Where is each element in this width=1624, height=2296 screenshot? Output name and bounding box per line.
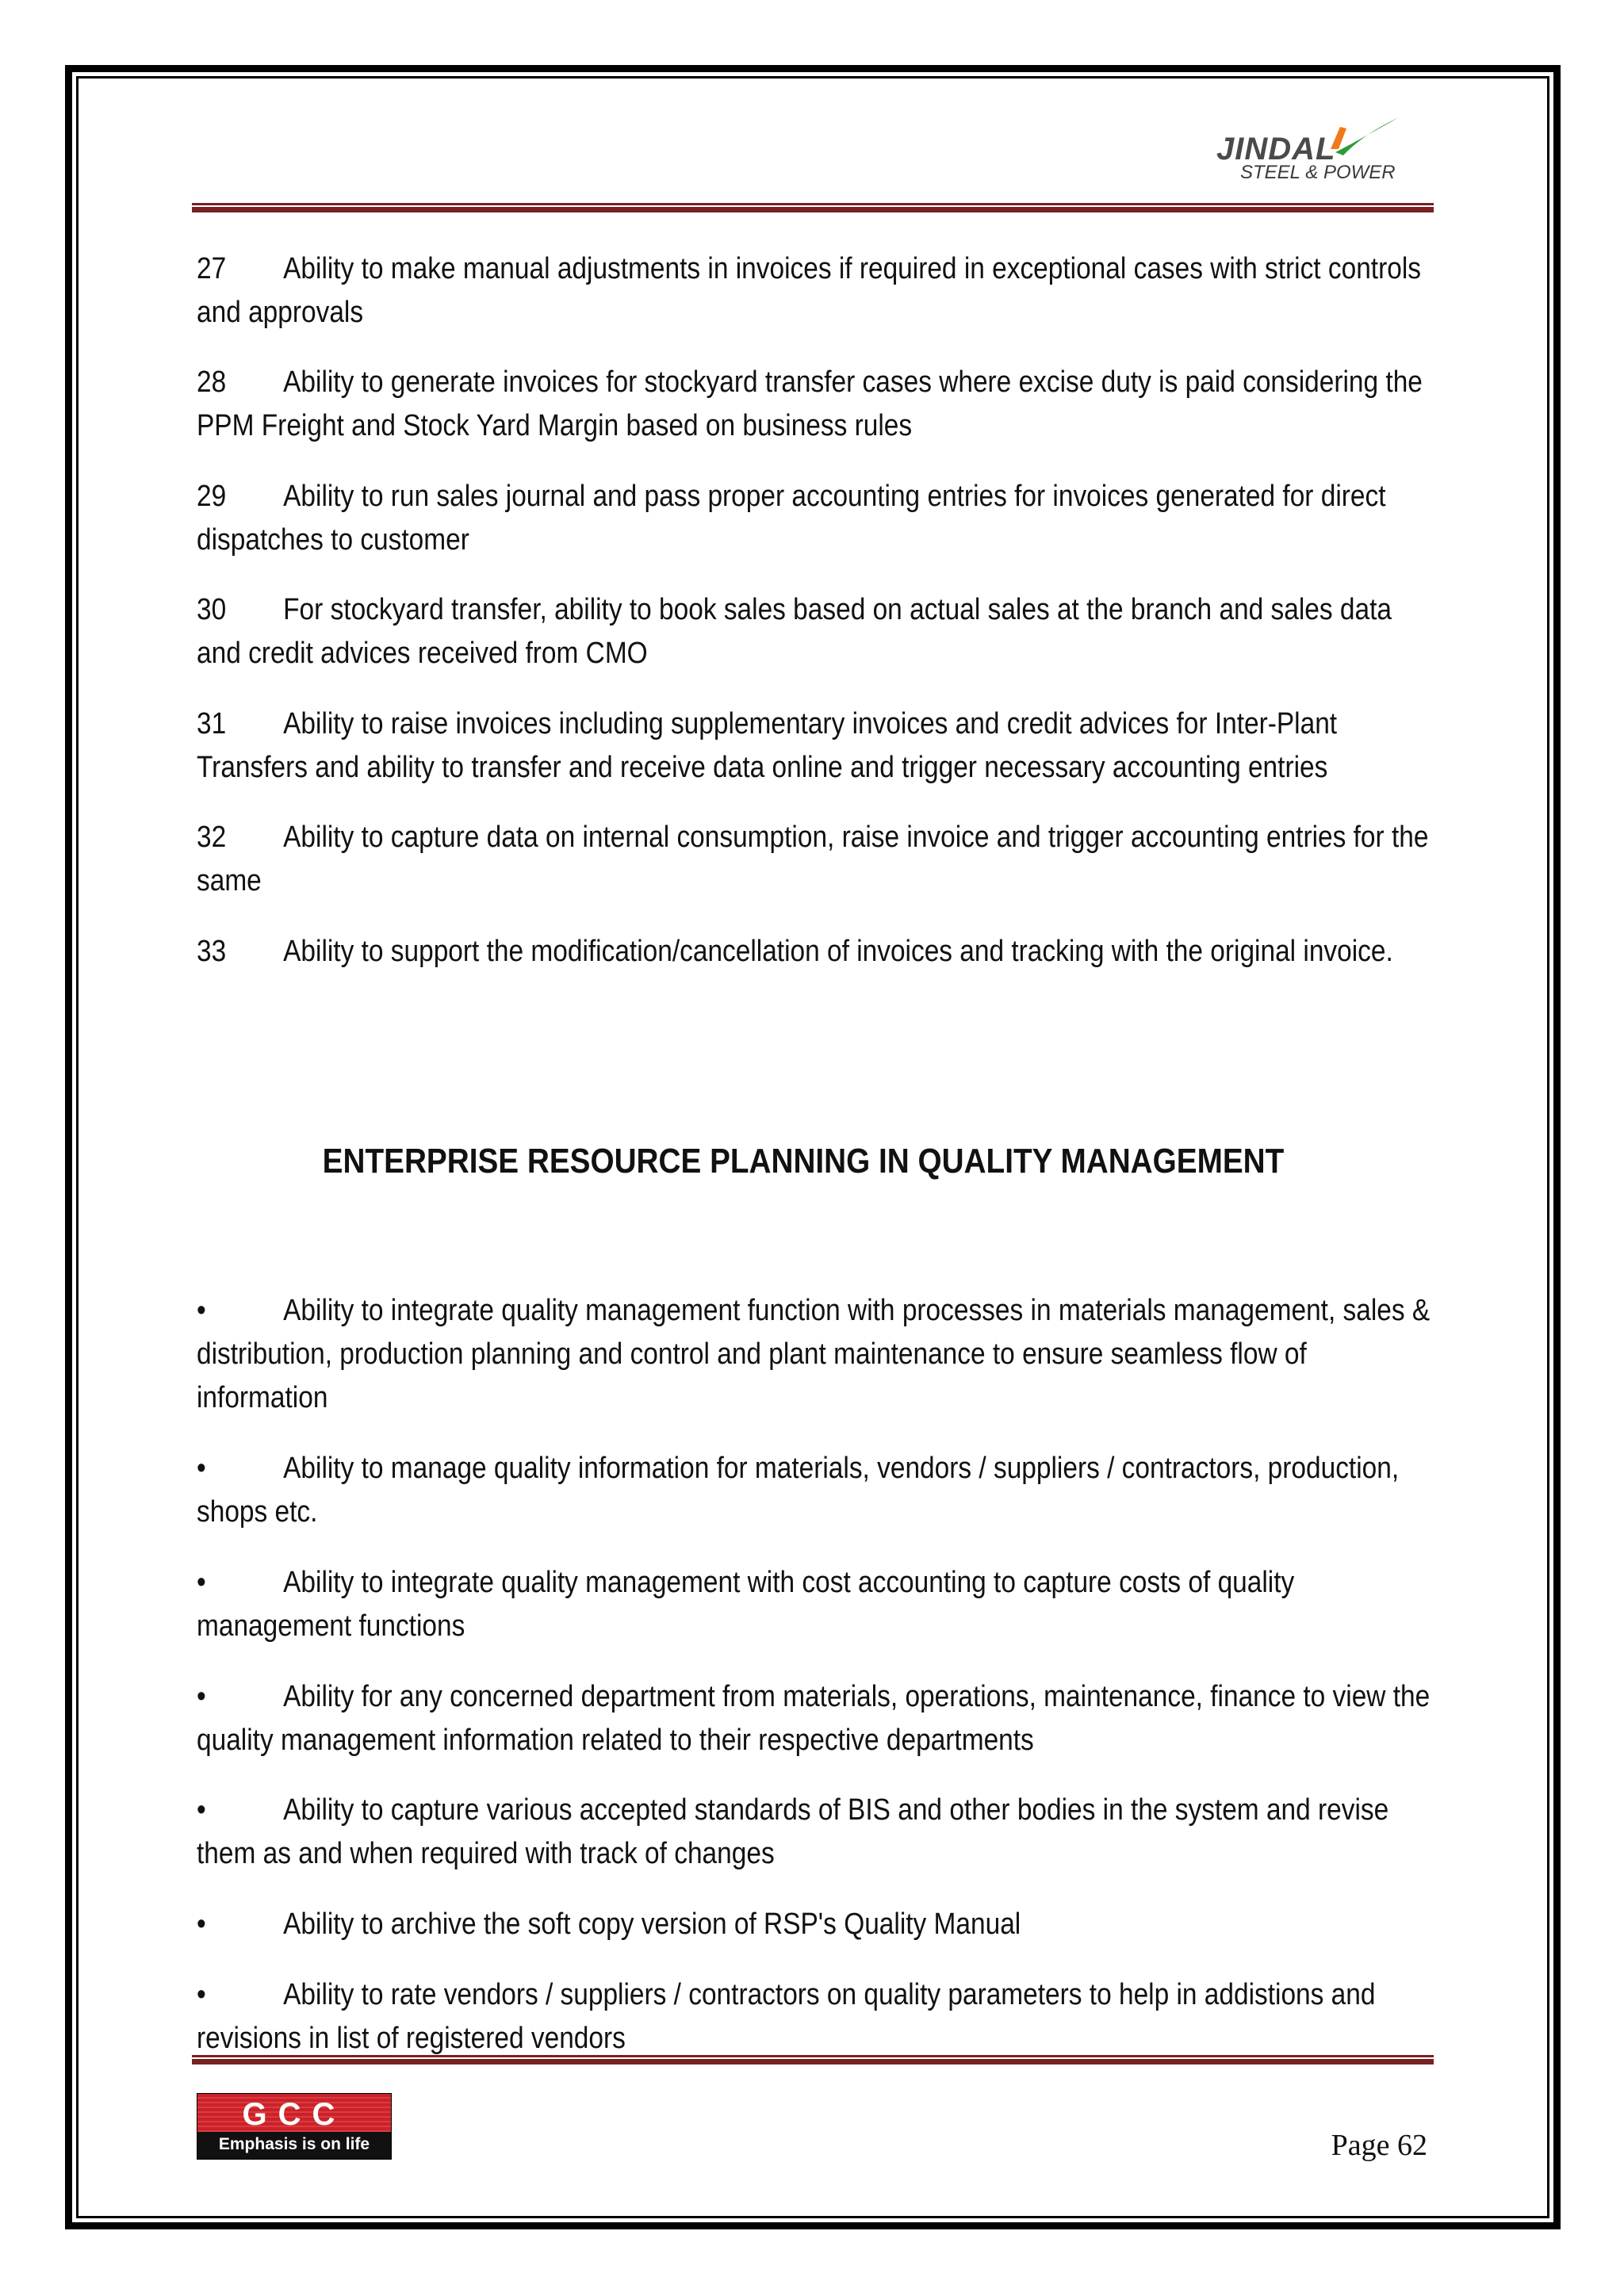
page-number: Page 62 bbox=[1331, 2129, 1427, 2162]
bullet-item bbox=[197, 1561, 1434, 1648]
item-number: 28 bbox=[197, 365, 227, 399]
item-text: For stockyard transfer, ability to book sales based on actual sales at the branch and sales data and credit advices received from CMO bbox=[197, 593, 1392, 670]
list-item bbox=[197, 475, 1434, 562]
bullet-mark: • bbox=[197, 1566, 206, 1599]
bullet-text: Ability to manage quality information for materials, vendors / suppliers / contractors, production, shops etc. bbox=[197, 1452, 1400, 1529]
item-text: Ability to raise invoices including supplementary invoices and credit advices for Inter-Plant Transfers and ability to transfer and receive data online and trigger necessary accounting entries bbox=[197, 707, 1338, 784]
logo-subtitle: STEEL & POWER bbox=[1240, 162, 1396, 183]
bullet-text: Ability to archive the soft copy version of RSP's Quality Manual bbox=[283, 1908, 1021, 1941]
bullet-mark: • bbox=[197, 1680, 206, 1713]
item-number: 31 bbox=[197, 707, 227, 740]
list-item bbox=[197, 930, 1434, 974]
item-number: 32 bbox=[197, 821, 227, 854]
item-text: Ability to support the modification/cancellation of invoices and tracking with the original invoice. bbox=[283, 935, 1393, 968]
bullet-item bbox=[197, 1903, 1434, 1946]
item-number: 30 bbox=[197, 593, 227, 626]
bullet-item bbox=[197, 1973, 1434, 2061]
bullet-mark: • bbox=[197, 1793, 206, 1827]
gcc-logo bbox=[197, 2093, 392, 2160]
item-number: 33 bbox=[197, 935, 227, 968]
gcc-logo-letters: GCC bbox=[242, 2097, 347, 2132]
list-item bbox=[197, 702, 1434, 790]
item-number: 29 bbox=[197, 480, 227, 513]
list-item bbox=[197, 588, 1434, 675]
bullet-mark: • bbox=[197, 1452, 206, 1485]
bullet-text: Ability to capture various accepted standards of BIS and other bodies in the system and revise them as and when required with track of changes bbox=[197, 1793, 1389, 1870]
header-rule bbox=[192, 203, 1434, 212]
bullet-item bbox=[197, 1789, 1434, 1876]
bullet-text: Ability to rate vendors / suppliers / contractors on quality parameters to help in addistions and revisions in list of registered vendors bbox=[197, 1978, 1376, 2055]
gcc-logo-tagline: Emphasis is on life bbox=[218, 2135, 370, 2153]
logo-wordmark: JINDAL bbox=[1216, 132, 1336, 166]
bullet-text: Ability to integrate quality management function with processes in materials management, sales & distribution, production planning and control and plant maintenance to ensure seamless flow of information bbox=[197, 1294, 1431, 1414]
bullet-text: Ability to integrate quality management with cost accounting to capture costs of quality management functions bbox=[197, 1566, 1295, 1643]
jindal-logo bbox=[1212, 111, 1402, 184]
item-text: Ability to run sales journal and pass proper accounting entries for invoices generated for direct dispatches to customer bbox=[197, 480, 1386, 557]
item-number: 27 bbox=[197, 252, 227, 285]
footer-rule bbox=[192, 2055, 1434, 2064]
item-text: Ability to capture data on internal consumption, raise invoice and trigger accounting entries for the same bbox=[197, 821, 1429, 897]
list-item bbox=[197, 361, 1434, 448]
list-item bbox=[197, 816, 1434, 903]
bullet-text: Ability for any concerned department from materials, operations, maintenance, finance to view the quality management information related to their respective departments bbox=[197, 1680, 1431, 1757]
bullet-item bbox=[197, 1675, 1434, 1762]
list-item bbox=[197, 247, 1434, 335]
bullet-item bbox=[197, 1289, 1434, 1420]
item-text: Ability to generate invoices for stockyard transfer cases where excise duty is paid considering the PPM Freight and Stock Yard Margin based on business rules bbox=[197, 365, 1423, 442]
bullet-mark: • bbox=[197, 1294, 206, 1327]
bullet-mark: • bbox=[197, 1908, 206, 1941]
item-text: Ability to make manual adjustments in invoices if required in exceptional cases with strict controls and approvals bbox=[197, 252, 1421, 329]
bullet-item bbox=[197, 1447, 1434, 1534]
section-heading: ENTERPRISE RESOURCE PLANNING IN QUALITY MANAGEMENT bbox=[322, 1142, 1285, 1181]
bullet-mark: • bbox=[197, 1978, 206, 2011]
